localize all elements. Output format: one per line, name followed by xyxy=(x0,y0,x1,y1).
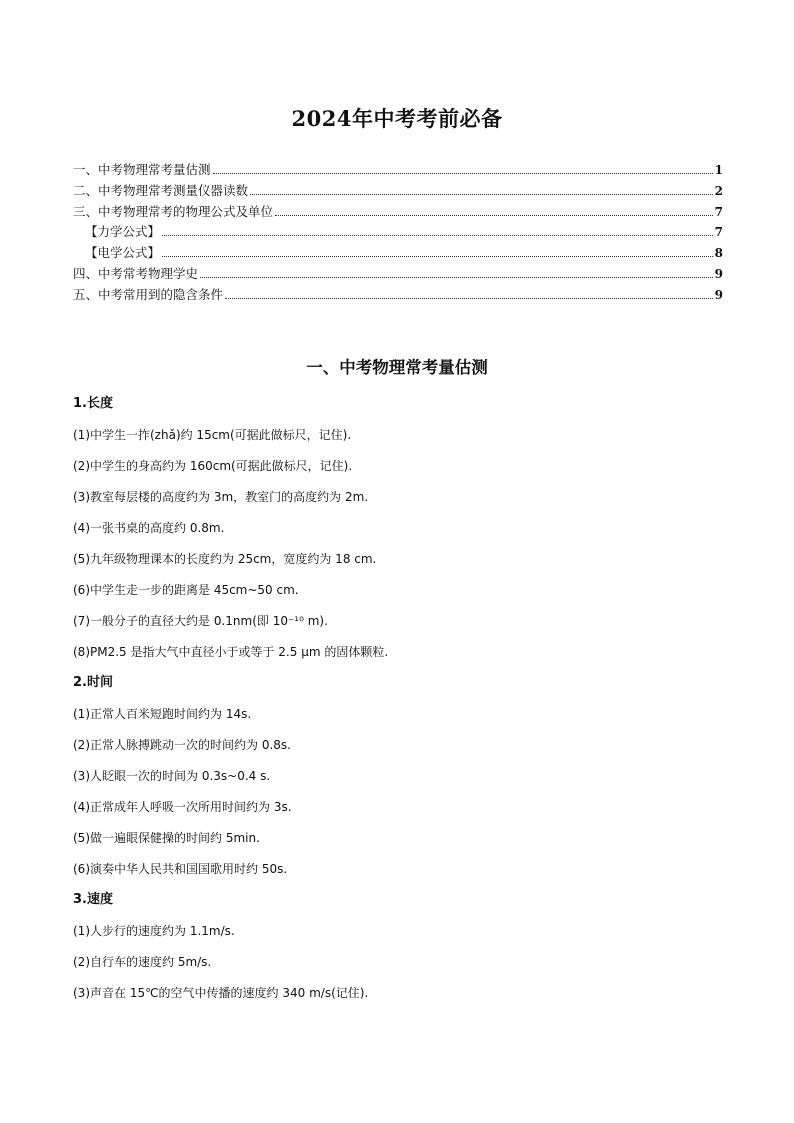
subsection-heading-speed: 3.速度 xyxy=(73,892,113,907)
toc-entry-page: 9 xyxy=(714,266,723,281)
toc-leader-dots xyxy=(162,255,713,257)
toc-entry-page: 7 xyxy=(714,225,723,240)
toc-leader-dots xyxy=(213,172,713,174)
toc-entry-page: 2 xyxy=(714,183,723,198)
list-item: (4)一张书桌的高度约 0.8m. xyxy=(73,521,225,535)
toc-entry-page: 9 xyxy=(714,287,723,302)
toc-entry-label: 一、中考物理常考量估测 xyxy=(73,162,211,177)
toc-entry[interactable] xyxy=(73,181,723,202)
toc-entry[interactable] xyxy=(73,285,723,306)
toc-leader-dots xyxy=(275,214,713,216)
subsection-heading-time: 2.时间 xyxy=(73,675,113,690)
list-item: (1)正常人百米短跑时间约为 14s. xyxy=(73,707,252,721)
toc-entry-page: 7 xyxy=(714,204,723,219)
toc-entry[interactable] xyxy=(73,264,723,285)
list-item: (1)人步行的速度约为 1.1m/s. xyxy=(73,924,235,938)
toc-entry-label: 四、中考常考物理学史 xyxy=(73,265,199,281)
toc-entry-page: 1 xyxy=(714,163,723,177)
toc-leader-dots xyxy=(225,297,713,299)
list-item: (5)九年级物理课本的长度约为 25cm，宽度约为 18 cm. xyxy=(73,552,377,566)
toc-entry-label: 二、中考物理常考测量仪器读数 xyxy=(73,182,249,198)
subsection-heading-length: 1.长度 xyxy=(73,396,113,411)
toc-leader-dots xyxy=(162,234,713,236)
toc-entry-label: 【力学公式】 xyxy=(85,224,161,240)
section-heading: 一、中考物理常考量估测 xyxy=(306,358,488,377)
toc-leader-dots xyxy=(200,276,713,278)
table-of-contents xyxy=(73,160,723,306)
list-item: (3)声音在 15℃的空气中传播的速度约 340 m/s(记住). xyxy=(73,986,369,1000)
toc-entry-label: 三、中考物理常考的物理公式及单位 xyxy=(73,203,274,219)
list-item: (3)人眨眼一次的时间为 0.3s~0.4 s. xyxy=(73,769,271,783)
toc-entry-label: 【电学公式】 xyxy=(85,245,161,261)
list-item: (2)正常人脉搏跳动一次的时间约为 0.8s. xyxy=(73,738,291,752)
list-item: (2)中学生的身高约为 160cm(可据此做标尺，记住). xyxy=(73,459,353,473)
list-item: (5)做一遍眼保健操的时间约 5min. xyxy=(73,831,260,845)
list-item: (2)自行车的速度约 5m/s. xyxy=(73,955,212,969)
list-item: (6)演奏中华人民共和国国歌用时约 50s. xyxy=(73,862,288,876)
toc-subentry[interactable] xyxy=(73,243,723,264)
list-item: (4)正常成年人呼吸一次所用时间约为 3s. xyxy=(73,800,292,814)
toc-leader-dots xyxy=(250,193,713,195)
list-item: (1)中学生一拃(zhǎ)约 15cm(可据此做标尺，记住). xyxy=(73,428,352,442)
list-item: (3)教室每层楼的高度约为 3m，教室门的高度约为 2m. xyxy=(73,490,369,504)
toc-subentry[interactable] xyxy=(73,222,723,243)
document-title: 2024年中考考前必备 xyxy=(291,106,503,131)
list-item: (7)一般分子的直径大约是 0.1nm(即 10⁻¹⁰ m). xyxy=(73,614,328,628)
toc-entry-page: 8 xyxy=(714,246,723,261)
toc-entry-label: 五、中考常用到的隐含条件 xyxy=(73,286,224,302)
list-item: (8)PM2.5 是指大气中直径小于或等于 2.5 μm 的固体颗粒. xyxy=(73,645,389,659)
list-item: (6)中学生走一步的距离是 45cm~50 cm. xyxy=(73,583,299,597)
section-content xyxy=(73,394,723,1014)
toc-entry[interactable] xyxy=(73,202,723,223)
toc-entry[interactable] xyxy=(73,160,723,181)
